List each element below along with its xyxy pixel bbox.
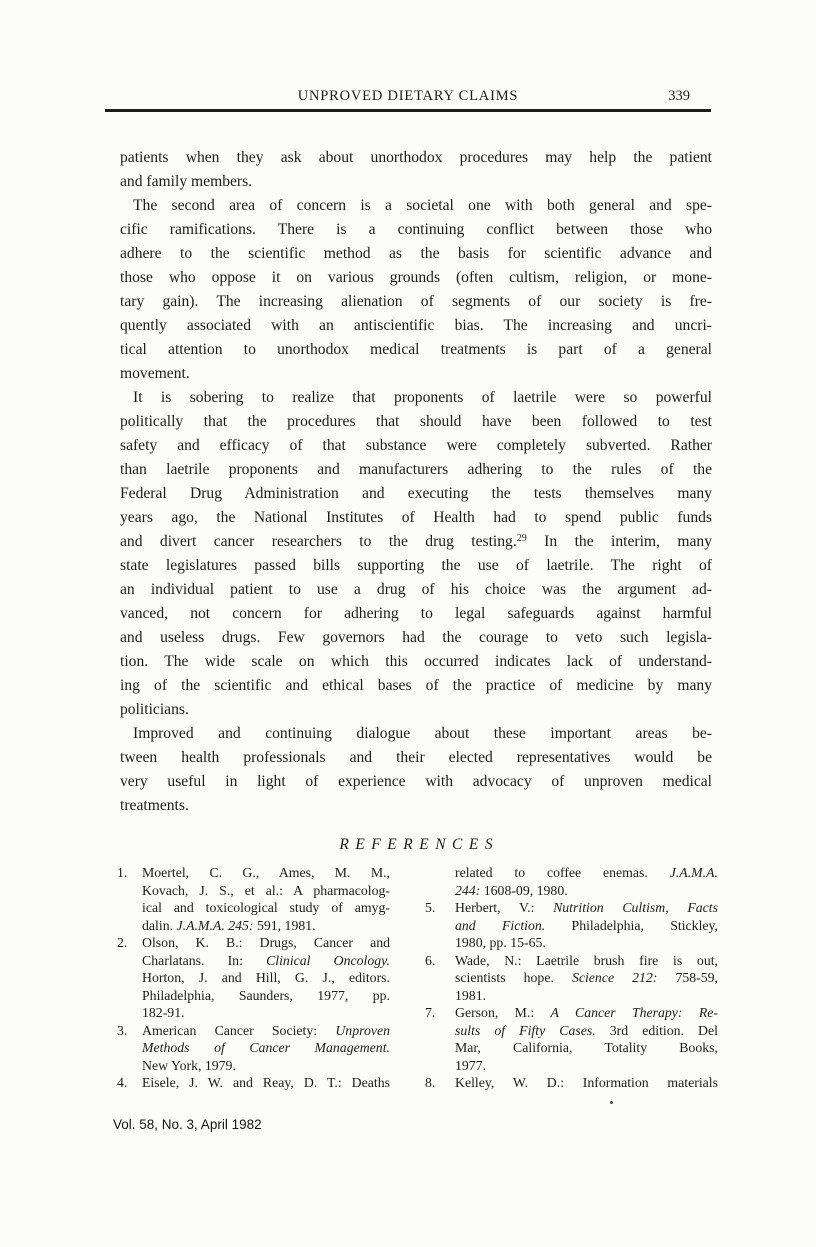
text-segment: tween health professionals and their elected representatives would be <box>120 749 712 766</box>
text-segment: very useful in light of experience with advocacy of unproven medical <box>120 773 712 790</box>
text-segment: Federal Drug Administration and executing the tests themselves many <box>120 485 712 502</box>
reference-item <box>117 934 390 1022</box>
body-text-line <box>120 146 712 170</box>
text-segment: years ago, the National Institutes of Health had to spend public funds <box>120 509 712 526</box>
reference-number: 5. <box>425 900 436 915</box>
body-text-line <box>120 386 712 410</box>
body-text-line <box>120 602 712 626</box>
text-segment: scientists hope. <box>455 970 572 985</box>
text-segment: 1977. <box>455 1057 487 1073</box>
text-segment: ical and toxicological study of amyg- <box>142 900 390 915</box>
reference-line <box>142 1057 390 1075</box>
text-segment: American Cancer Society: <box>142 1022 336 1038</box>
text-segment: 758-59, <box>657 970 718 985</box>
body-text-line <box>120 578 712 602</box>
reference-line <box>455 987 718 1005</box>
text-segment: New York, 1979. <box>142 1057 236 1073</box>
body-text-line <box>120 770 712 794</box>
italic-text: Unproven <box>335 1022 390 1038</box>
references-heading: REFERENCES <box>339 836 500 853</box>
reference-line <box>455 934 718 952</box>
body-text-line <box>120 626 712 650</box>
text-segment: The second area of concern is a societal one with both general and spe- <box>133 197 712 214</box>
reference-item <box>425 1004 718 1074</box>
reference-line <box>455 952 718 970</box>
body-text-line <box>120 746 712 770</box>
text-segment: patients when they ask about unorthodox procedures may help the patient <box>120 149 712 166</box>
reference-line <box>142 917 390 935</box>
text-segment: quently associated with an antiscientific bias. The increasing and uncri- <box>120 317 712 334</box>
body-text <box>120 146 712 818</box>
page-number: 339 <box>668 88 690 104</box>
body-text-line <box>120 554 712 578</box>
text-segment: politicians. <box>120 701 189 718</box>
text-segment: Kovach, J. S., et al.: A pharmacolog- <box>142 882 390 898</box>
reference-item <box>425 899 718 952</box>
reference-item <box>425 952 718 1005</box>
reference-line <box>142 1074 390 1092</box>
text-segment: an individual patient to use a drug of his choice was the argument ad- <box>120 581 712 598</box>
italic-text: Clinical Oncology. <box>266 952 390 968</box>
text-segment: Charlatans. In: <box>142 952 267 968</box>
reference-line <box>455 1057 718 1075</box>
text-segment: tical attention to unorthodox medical treatments is part of a general <box>120 341 712 358</box>
reference-number: 1. <box>117 865 128 880</box>
italic-text: J.A.M.A. <box>669 865 718 880</box>
references-column-left <box>117 864 390 1092</box>
volume-footer: Vol. 58, No. 3, April 1982 <box>113 1117 262 1132</box>
reference-line <box>142 969 390 987</box>
text-segment: Philadelphia, Stickley, <box>545 917 718 933</box>
text-segment: 1981. <box>455 987 487 1003</box>
ink-speck <box>610 1101 613 1104</box>
body-text-line <box>120 698 712 722</box>
superscript-reference: 29 <box>516 533 527 544</box>
italic-text: Methods of Cancer Management. <box>142 1040 390 1055</box>
text-segment: dalin. <box>142 917 177 933</box>
text-segment: treatments. <box>120 797 189 814</box>
body-text-line <box>120 290 712 314</box>
reference-number: 6. <box>425 952 436 968</box>
reference-line <box>142 1004 390 1022</box>
text-segment: state legislatures passed bills supporting the use of laetrile. The right of <box>120 557 712 574</box>
text-segment: Gerson, M.: <box>455 1005 551 1020</box>
reference-line <box>142 882 390 900</box>
text-segment: related to coffee enemas. <box>455 865 670 880</box>
reference-line <box>142 1039 390 1057</box>
body-text-line <box>120 674 712 698</box>
text-segment: tary gain). The increasing alienation of segments of our society is fre- <box>120 293 712 310</box>
text-segment: ing of the scientific and ethical bases of the practice of medicine by many <box>120 677 712 694</box>
body-text-line <box>120 410 712 434</box>
reference-line <box>455 882 718 900</box>
references-column-right <box>425 864 718 1092</box>
text-segment: and useless drugs. Few governors had the courage to veto such legisla- <box>120 629 712 646</box>
reference-line <box>142 864 390 882</box>
reference-number: 7. <box>425 1005 436 1020</box>
text-segment: Mar, California, Totality Books, <box>455 1040 718 1055</box>
references-section <box>117 864 718 1092</box>
body-text-line <box>120 434 712 458</box>
body-text-line <box>120 338 712 362</box>
reference-line <box>142 987 390 1005</box>
body-text-line <box>120 530 712 554</box>
italic-text: A Cancer Therapy: Re- <box>550 1005 718 1020</box>
text-segment: Improved and continuing dialogue about these important areas be- <box>133 725 712 742</box>
body-text-line <box>120 722 712 746</box>
text-segment: Kelley, W. D.: Information materials <box>455 1075 718 1090</box>
text-segment: 182-91. <box>142 1005 185 1020</box>
header-rule <box>105 109 711 112</box>
body-text-line <box>120 218 712 242</box>
text-segment: In the interim, many <box>526 533 713 550</box>
text-segment: 3rd edition. Del <box>595 1022 718 1038</box>
text-segment: safety and efficacy of that substance were completely subverted. Rather <box>120 437 712 454</box>
body-text-line <box>120 650 712 674</box>
text-segment: 591, 1981. <box>253 917 316 933</box>
body-text-line <box>120 242 712 266</box>
body-text-line <box>120 170 712 194</box>
text-segment: cific ramifications. There is a continuing conflict between those who <box>120 221 712 238</box>
text-segment: politically that the procedures that should have been followed to test <box>120 413 712 430</box>
body-text-line <box>120 458 712 482</box>
reference-line <box>455 917 718 935</box>
body-text-line <box>120 194 712 218</box>
reference-number: 3. <box>117 1022 128 1038</box>
reference-line <box>142 934 390 952</box>
reference-line <box>142 899 390 917</box>
page-title: UNPROVED DIETARY CLAIMS <box>297 88 519 104</box>
italic-text: sults of Fifty Cases. <box>455 1022 596 1038</box>
reference-number: 4. <box>117 1075 128 1090</box>
body-text-line <box>120 362 712 386</box>
text-segment: movement. <box>120 365 190 382</box>
running-head <box>105 88 711 108</box>
reference-item <box>117 1022 390 1075</box>
reference-line <box>455 864 718 882</box>
body-text-line <box>120 482 712 506</box>
text-segment: than laetrile proponents and manufacturers adhering to the rules of the <box>120 461 712 478</box>
text-segment: Horton, J. and Hill, G. J., editors. <box>142 970 390 985</box>
text-segment: Wade, N.: Laetrile brush fire is out, <box>455 952 718 968</box>
reference-line <box>142 952 390 970</box>
text-segment: Eisele, J. W. and Reay, D. T.: Deaths <box>142 1075 390 1090</box>
text-segment: 1980, pp. 15-65. <box>455 935 546 950</box>
reference-number: 2. <box>117 935 128 950</box>
text-segment: and divert cancer researchers to the drug testing. <box>120 533 517 550</box>
italic-text: Nutrition Cultism, Facts <box>553 900 718 915</box>
body-text-line <box>120 314 712 338</box>
text-segment: 1608-09, 1980. <box>480 882 568 898</box>
reference-line <box>455 1039 718 1057</box>
italic-text: Science 212: <box>571 970 658 985</box>
text-segment: Herbert, V.: <box>455 900 554 915</box>
reference-item <box>425 864 718 899</box>
text-segment: and family members. <box>120 173 253 190</box>
reference-line <box>455 1022 718 1040</box>
reference-line <box>455 969 718 987</box>
italic-text: 244: <box>455 882 481 898</box>
text-segment: Moertel, C. G., Ames, M. M., <box>142 865 390 880</box>
body-text-line <box>120 506 712 530</box>
text-segment: tion. The wide scale on which this occurred indicates lack of understand- <box>120 653 712 670</box>
text-segment: those who oppose it on various grounds (often cultism, religion, or mone- <box>120 269 712 286</box>
text-segment: Philadelphia, Saunders, 1977, pp. <box>142 987 390 1003</box>
body-text-line <box>120 794 712 818</box>
reference-line <box>455 1074 718 1092</box>
reference-line <box>455 1004 718 1022</box>
italic-text: and Fiction. <box>455 917 546 933</box>
reference-item <box>117 1074 390 1092</box>
italic-text: J.A.M.A. 245: <box>176 917 254 933</box>
reference-line <box>142 1022 390 1040</box>
text-segment: Olson, K. B.: Drugs, Cancer and <box>142 935 390 950</box>
body-text-line <box>120 266 712 290</box>
text-segment: adhere to the scientific method as the basis for scientific advance and <box>120 245 712 262</box>
text-segment: It is sobering to realize that proponents of laetrile were so powerful <box>133 389 712 406</box>
reference-item <box>425 1074 718 1092</box>
text-segment: vanced, not concern for adhering to legal safeguards against harmful <box>120 605 712 622</box>
reference-line <box>455 899 718 917</box>
reference-number: 8. <box>425 1075 436 1090</box>
reference-item <box>117 864 390 934</box>
